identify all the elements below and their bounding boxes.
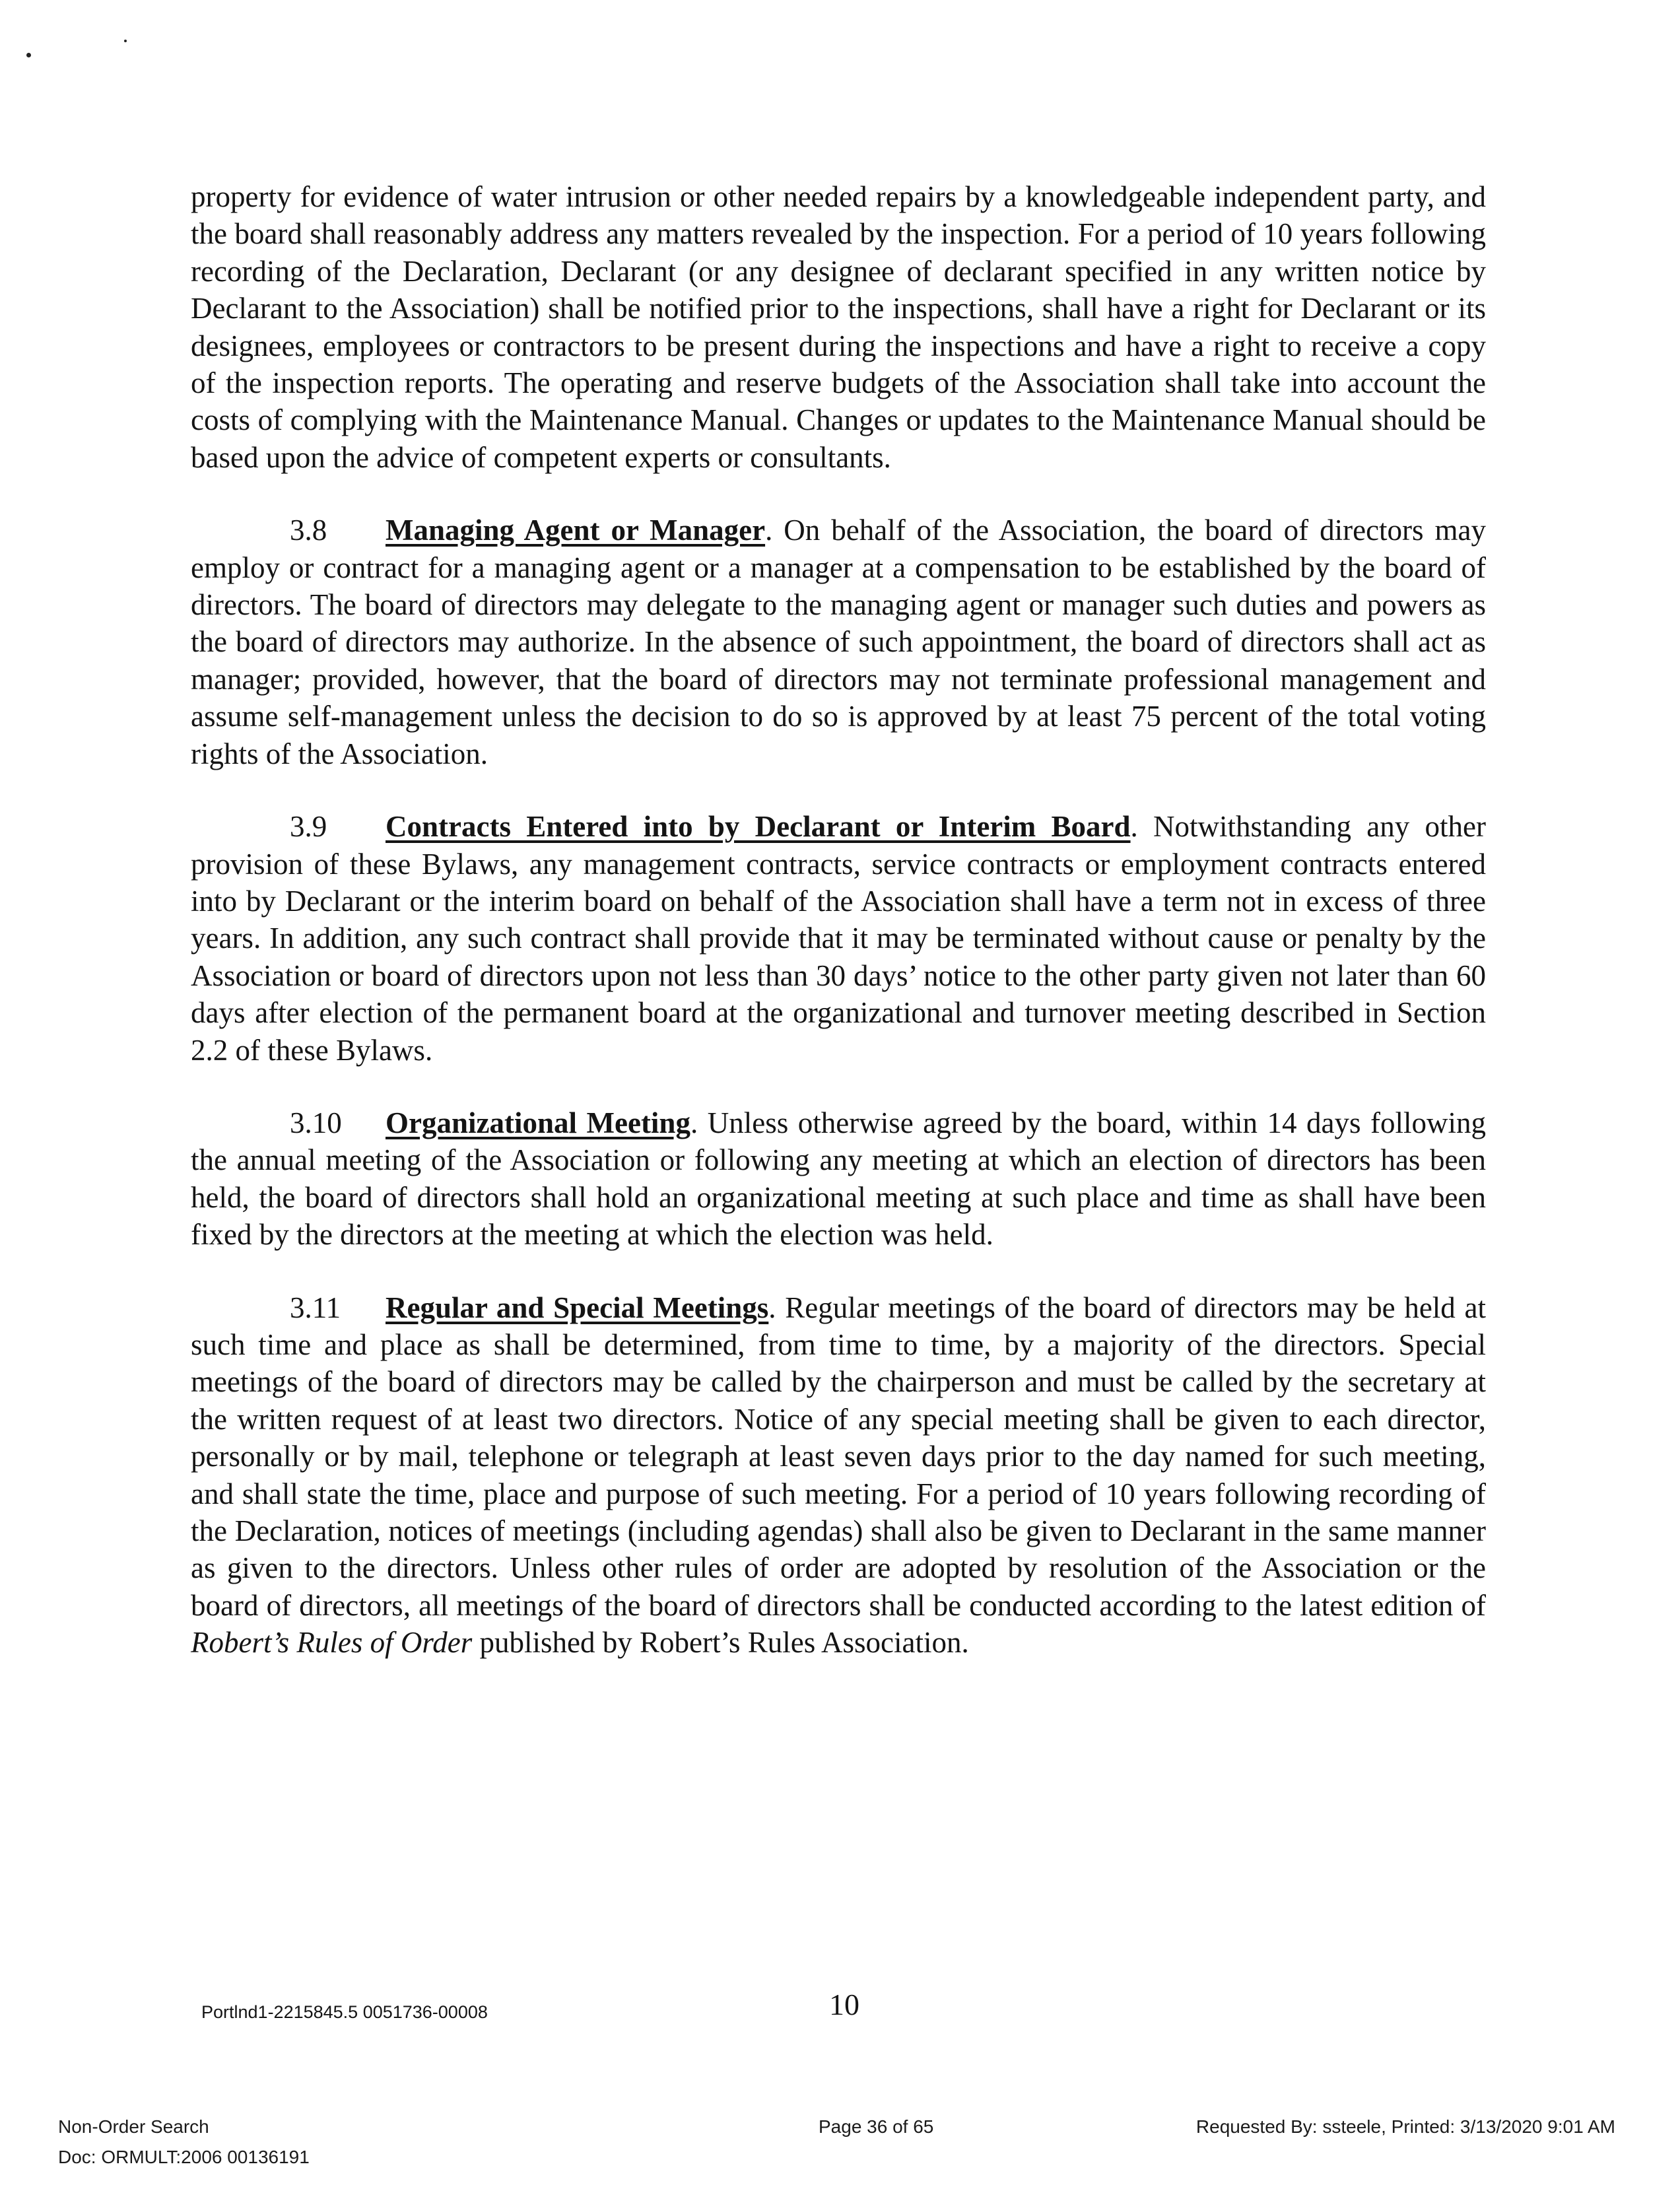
section-3-10 bbox=[191, 1104, 1486, 1254]
italic-title: Robert’s Rules of Order bbox=[191, 1626, 473, 1660]
document-body bbox=[191, 178, 1486, 1697]
section-heading: Managing Agent or Manager bbox=[386, 514, 766, 547]
section-body: . Unless otherwise agreed by the board, within 14 days following the annual meeting of the Association or following any meeting at which an election of directors has been held, the board of directors shall hold an organizational meeting at such place and time as shall have been fixed by the directors at the meeting at which the election was held. bbox=[191, 1106, 1487, 1252]
section-3-8 bbox=[191, 512, 1486, 772]
section-body: . Regular meetings of the board of directors may be held at such time and place as shall be determined, from time to time, by a majority of the directors. Special meetings of the board of directors may be called by the chairperson and must be called by the secretary at the written request of at least two directors. Notice of any special meeting shall be given to each director, personally or by mail, telephone or telegraph at least seven days prior to the day named for such meeting, and shall state the time, place and purpose of such meeting. For a period of 10 years following recording of the Declaration, notices of meetings (including agendas) shall also be given to Declarant in the same manner as given to the directors. Unless other rules of order are adopted by resolution of the Association or the board of directors, all meetings of the board of directors shall be conducted according to the latest edition of bbox=[191, 1291, 1486, 1622]
scan-speck bbox=[124, 40, 127, 42]
section-heading: Regular and Special Meetings bbox=[386, 1291, 769, 1324]
intro-paragraph: property for evidence of water intrusion or other needed repairs by a knowledgeable independent party, and the board shall reasonably address any matters revealed by the inspection. For a period of 10 years following recording of the Declaration, Declarant (or any designee of declarant specified in any written notice by Declarant to the Association) shall be notified prior to the inspections, shall have a right for Declarant or its designees, employees or contractors to be present during the inspections and have a right to receive a copy of the inspection reports. The operating and reserve budgets of the Association shall take into account the costs of complying with the Maintenance Manual. Changes or updates to the Maintenance Manual should be based upon the advice of competent experts or consultants. bbox=[191, 180, 1486, 474]
section-body: . Notwithstanding any other provision of these Bylaws, any management contracts, service contracts or employment contracts entered into by Declarant or the interim board on behalf of the Association shall have a term not in excess of three years. In addition, any such contract shall provide that it may be terminated without cause or penalty by the Association or board of directors upon not less than 30 days’ notice to the other party given not later than 60 days after election of the permanent board at the organizational and turnover meeting described in Section 2.2 of these Bylaws. bbox=[191, 810, 1486, 1067]
scan-speck bbox=[26, 53, 31, 57]
stamp-page-of: Page 36 of 65 bbox=[819, 2116, 934, 2137]
footer-doc-id: Portlnd1-2215845.5 0051736-00008 bbox=[201, 2002, 488, 2022]
section-3-11 bbox=[191, 1289, 1486, 1662]
stamp-search-type: Non-Order Search bbox=[58, 2116, 209, 2137]
section-heading: Organizational Meeting bbox=[386, 1106, 690, 1139]
section-3-9 bbox=[191, 808, 1486, 1069]
stamp-doc-ref: Doc: ORMULT:2006 00136191 bbox=[58, 2147, 310, 2167]
section-heading: Contracts Entered into by Declarant or Interim Board bbox=[386, 810, 1131, 844]
section-number: 3.8 bbox=[290, 514, 327, 547]
stamp-requested-by: Requested By: ssteele, Printed: 3/13/2020 9:01 AM bbox=[1195, 2116, 1615, 2137]
section-number: 3.10 bbox=[290, 1106, 342, 1139]
page-number: 10 bbox=[829, 1988, 859, 2021]
section-number: 3.11 bbox=[290, 1291, 341, 1324]
section-tail: published by Robert’s Rules Association. bbox=[472, 1626, 969, 1660]
section-body: . On behalf of the Association, the board of directors may employ or contract for a managing agent or a manager at a compensation to be established by the board of directors. The board of directors may delegate to the managing agent or manager such duties and powers as the board of directors may authorize. In the absence of such appointment, the board of directors shall act as manager; provided, however, that the board of directors may not terminate professional management and assume self-management unless the decision to do so is approved by at least 75 percent of the total voting rights of the Association. bbox=[191, 514, 1487, 770]
section-number: 3.9 bbox=[290, 810, 327, 844]
